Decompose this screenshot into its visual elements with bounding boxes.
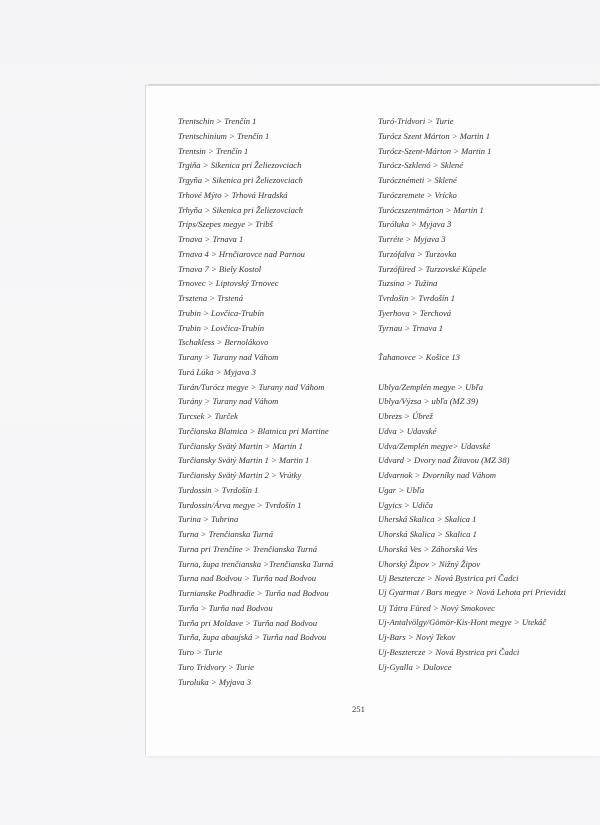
index-entry: Turzófüred > Turzovské Kúpele bbox=[378, 263, 487, 274]
index-entry: Turány > Turany nad Váhom bbox=[178, 396, 279, 407]
index-entry: Tvrdošin > Tvrdošín 1 bbox=[378, 293, 456, 303]
index-entry: Tuzsina > Tužina bbox=[378, 278, 438, 289]
index-entry: Ugyics > Udiča bbox=[378, 499, 433, 510]
index-entry: Trentschin > Trenčín 1 bbox=[178, 116, 257, 126]
left-column bbox=[178, 114, 366, 689]
index-entry: Turzófalva > Turzovka bbox=[378, 248, 457, 259]
index-entry: Turčiansky Svätý Martin 2 > Vrútky bbox=[178, 470, 302, 480]
index-entry: Trips/Szepes megye > Tribš bbox=[178, 219, 273, 230]
index-entry: Turňa pri Moldave > Turňa nad Bodvou bbox=[178, 617, 318, 628]
index-entry: Turócznémeti > Sklené bbox=[378, 175, 457, 185]
index-entry: Ublya/Výzsa > ubľa (MZ 39) bbox=[378, 396, 479, 407]
index-entry: Uj Tátra Füred > Nový Smokovec bbox=[378, 602, 495, 613]
index-entry: Turócz-Szent-Márton > Martin 1 bbox=[378, 145, 492, 156]
index-entry: Trgyňa > Sikenica pri Želiezovciach bbox=[178, 175, 303, 185]
index-entry: Tyerhova > Terchová bbox=[378, 307, 452, 318]
index-entry: Udvarnok > Dvorníky nad Váhom bbox=[378, 470, 496, 480]
index-entry: Turna, župa trenčianska >Trenčianska Turná bbox=[178, 558, 334, 569]
index-entry: Turóluka > Myjava 3 bbox=[378, 219, 452, 230]
index-entry: Trhové Mýto > Trhová Hradská bbox=[178, 189, 288, 200]
index-entry: Uhorská Skalica > Skalica 1 bbox=[378, 529, 477, 539]
index-entry: Uj-Besztercze > Nová Bystrica pri Čadci bbox=[378, 646, 520, 657]
index-entry: Ublya/Zemplén megye > Ubľa bbox=[378, 381, 484, 392]
index-entry: Uhorský Žipov > Nižný Žipov bbox=[378, 558, 481, 569]
index-entry: Turna nad Bodvou > Turňa nad Bodvou bbox=[178, 573, 317, 584]
index-entry: Udva > Udavské bbox=[378, 425, 437, 436]
entry-spacer bbox=[378, 335, 578, 350]
index-entry: Turóczszentmárton > Martin 1 bbox=[378, 204, 484, 215]
index-entry: Uhorská Ves > Záhorská Ves bbox=[378, 543, 478, 554]
index-entry: Turňa > Turňa nad Bodvou bbox=[178, 602, 273, 613]
index-entry: Trubin > Lovčica-Trubín bbox=[178, 322, 265, 333]
index-entry: Turo Tridvory > Turie bbox=[178, 661, 254, 672]
index-entry: Ubrezs > Úbrež bbox=[378, 411, 433, 421]
index-entry: Uherská Skalica > Skalica 1 bbox=[378, 514, 477, 525]
index-entry: Tschakless > Bernolákovo bbox=[178, 337, 269, 348]
index-entry: Uj Gyarmat / Bars megye > Nová Lehota pri Prievidzi bbox=[378, 587, 566, 597]
index-entry: Turčiansky Svätý Martin 1 > Martin 1 bbox=[178, 455, 310, 466]
index-entry: Turna pri Trenčíne > Trenčianska Turná bbox=[178, 543, 318, 554]
index-entry: Turócz Szent Márton > Martin 1 bbox=[378, 130, 491, 141]
index-entry: Turdossin/Árva megye > Tvrdošín 1 bbox=[178, 499, 302, 510]
index-entry: Turdossin > Tvrdošín 1 bbox=[178, 484, 259, 495]
index-entry: Trhyňa > Sikenica pri Želiezovciach bbox=[178, 204, 303, 215]
index-entry: Trubin > Lovčica-Trubín bbox=[178, 307, 265, 318]
index-entry: Trnava > Trnava 1 bbox=[178, 234, 244, 244]
index-entry: Ťahanovce > Košice 13 bbox=[378, 352, 460, 362]
index-entry: Ugar > Ubľa bbox=[378, 484, 425, 495]
index-entry: Turany > Turany nad Váhom bbox=[178, 352, 279, 362]
index-entry: Turán/Turócz megye > Turany nad Váhom bbox=[178, 381, 325, 392]
index-entry: Uj-Bars > Nový Tekov bbox=[378, 632, 456, 642]
index-entry: Trsztena > Trstená bbox=[178, 293, 244, 303]
index-entry: Trnovec > Liptovský Trnovec bbox=[178, 278, 279, 289]
index-entry: Turnianske Podhradie > Turňa nad Bodvou bbox=[178, 588, 329, 598]
index-entry: Turóczremete > Vrícko bbox=[378, 189, 457, 200]
page-edge bbox=[148, 84, 600, 85]
index-entry: Turoluka > Myjava 3 bbox=[178, 676, 252, 687]
index-entry: Uj Besztercze > Nová Bystrica pri Čadci bbox=[378, 573, 519, 584]
index-entry: Tyrnau > Trnava 1 bbox=[378, 322, 444, 333]
index-entry: Turó-Tridvori > Turie bbox=[378, 116, 454, 126]
index-entry: Turcsek > Turček bbox=[178, 411, 238, 421]
index-entry: Turňa, župa abaujská > Turňa nad Bodvou bbox=[178, 632, 327, 643]
index-entry: Udva/Zemplén megye> Udavské bbox=[378, 440, 491, 451]
entry-spacer bbox=[378, 365, 578, 380]
index-entry: Turá Lúka > Myjava 3 bbox=[178, 366, 256, 377]
index-entry: Trnava 7 > Biely Kostol bbox=[178, 263, 262, 274]
index-entry: Turčianska Blatnica > Blatnica pri Martine bbox=[178, 425, 329, 436]
index-entry: Trentsin > Trenčín 1 bbox=[178, 145, 249, 156]
index-entry: Turna > Trenčianska Turná bbox=[178, 529, 274, 539]
index-entry: Trnava 4 > Hrnčiarovce nad Parnou bbox=[178, 248, 305, 259]
index-entry: Trgiňa > Sikenica pri Želiezovciach bbox=[178, 160, 302, 171]
index-entry: Uj-Antalvölgy/Gömör-Kis-Hont megye > Utekáč bbox=[378, 617, 547, 628]
index-entry: Turčiansky Svätý Martin > Martin 1 bbox=[178, 440, 303, 451]
index-entry: Udvard > Dvory nad Žitavou (MZ 38) bbox=[378, 455, 510, 466]
index-entry: Turo > Turie bbox=[178, 647, 223, 657]
right-column bbox=[378, 114, 578, 674]
page-number: 251 bbox=[352, 704, 365, 714]
index-entry: Uj-Gyalla > Dulovce bbox=[378, 661, 452, 672]
index-entry: Trentschinium > Trenčín 1 bbox=[178, 130, 270, 141]
index-entry: Turócz-Szklenó > Sklené bbox=[378, 160, 464, 171]
index-entry: Turina > Tuhrina bbox=[178, 514, 239, 525]
index-entry: Turréte > Myjava 3 bbox=[378, 234, 446, 244]
